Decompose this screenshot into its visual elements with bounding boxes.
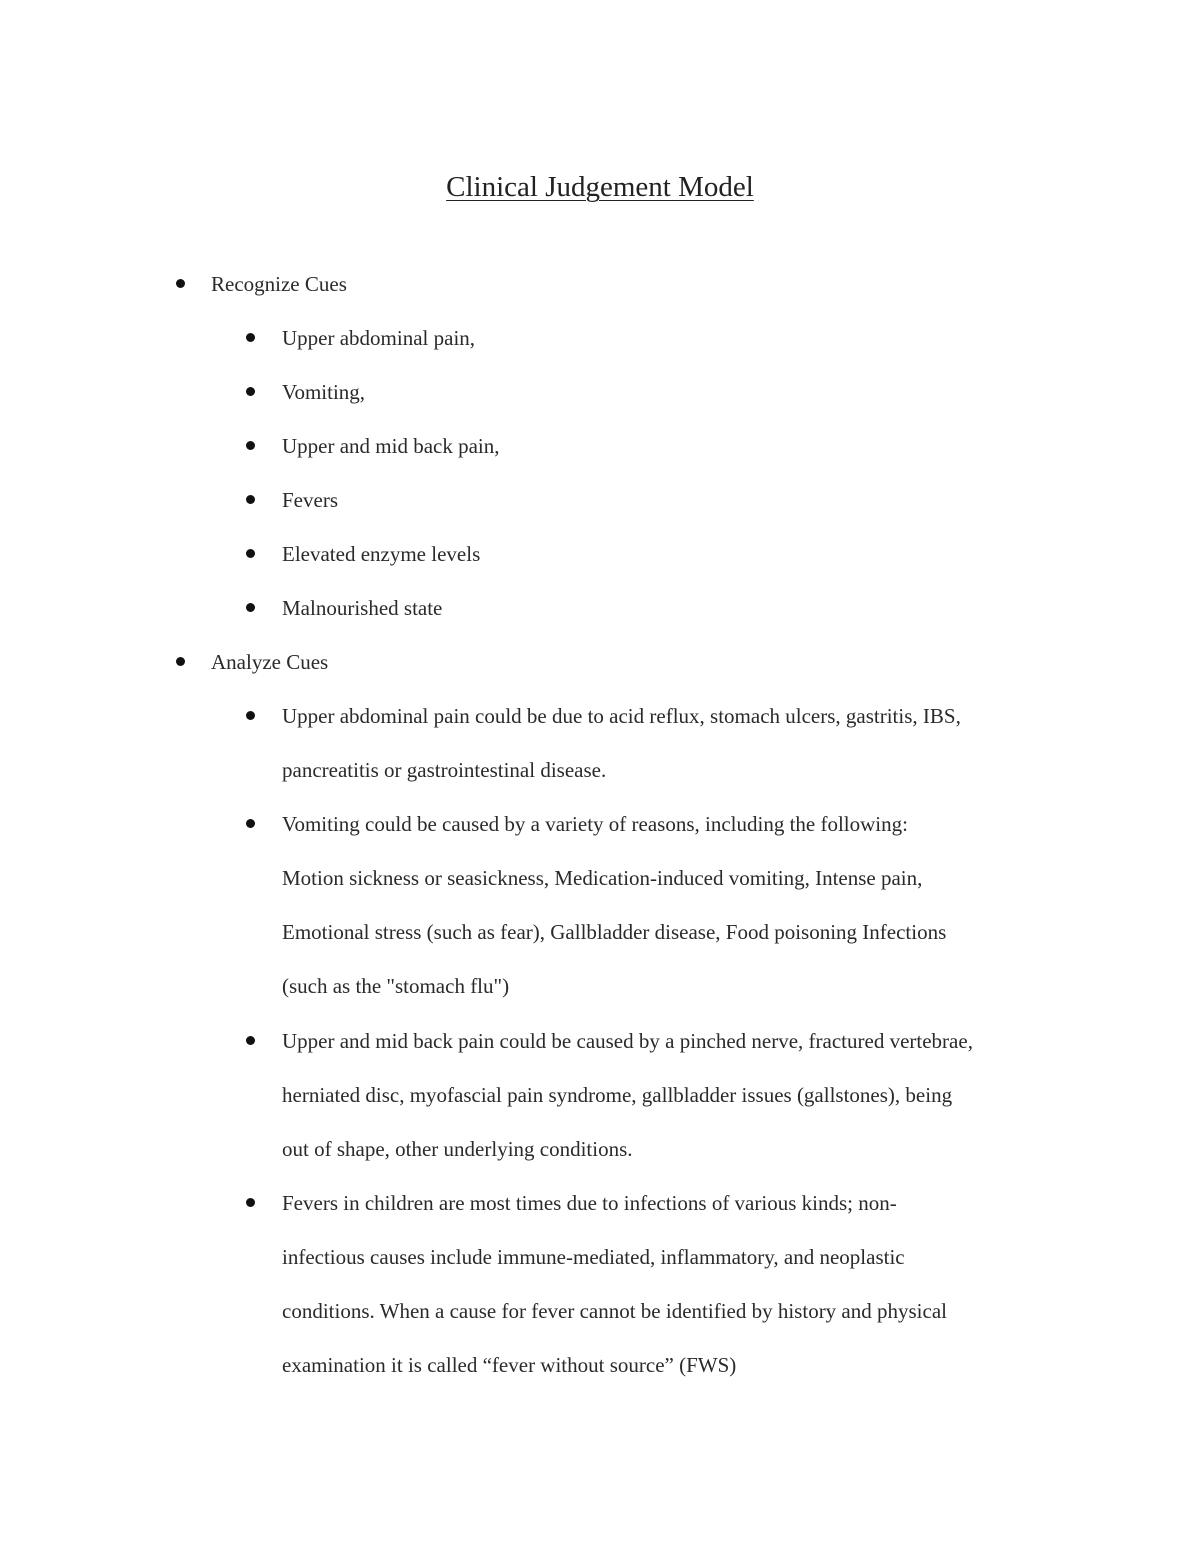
bullet-icon xyxy=(246,1198,255,1207)
list-item: Malnourished state xyxy=(282,596,443,620)
section-heading-recognize-cues: Recognize Cues xyxy=(211,272,347,296)
list-item-line: infectious causes include immune-mediated, inflammatory, and neoplastic xyxy=(282,1245,905,1269)
list-item-line: (such as the "stomach flu") xyxy=(282,974,510,998)
list-item-line: Upper abdominal pain could be due to acid reflux, stomach ulcers, gastritis, IBS, xyxy=(282,704,961,728)
list-item-line: out of shape, other underlying conditions. xyxy=(282,1137,633,1161)
list-item: Vomiting, xyxy=(282,380,366,404)
list-item-line: Upper and mid back pain could be caused by a pinched nerve, fractured vertebrae, xyxy=(282,1029,973,1053)
bullet-icon xyxy=(246,819,255,828)
bullet-icon xyxy=(246,603,255,612)
bullet-icon xyxy=(176,279,185,288)
bullet-icon xyxy=(246,711,255,720)
page-title-text: Clinical Judgement Model xyxy=(446,171,754,203)
bullet-icon xyxy=(246,441,255,450)
bullet-icon xyxy=(246,549,255,558)
list-item-line: Motion sickness or seasickness, Medication-induced vomiting, Intense pain, xyxy=(282,866,923,890)
list-item-line: herniated disc, myofascial pain syndrome, gallbladder issues (gallstones), being xyxy=(282,1083,953,1107)
list-item-line: Fevers in children are most times due to infections of various kinds; non- xyxy=(282,1191,897,1215)
list-item-line: pancreatitis or gastrointestinal disease. xyxy=(282,758,607,782)
list-item-line: Emotional stress (such as fear), Gallbladder disease, Food poisoning Infections xyxy=(282,920,947,944)
page-title xyxy=(0,170,1200,204)
list-item: Elevated enzyme levels xyxy=(282,542,481,566)
section-heading-analyze-cues: Analyze Cues xyxy=(211,650,329,674)
list-item-line: examination it is called “fever without source” (FWS) xyxy=(282,1353,737,1377)
list-item-line: Vomiting could be caused by a variety of reasons, including the following: xyxy=(282,812,908,836)
bullet-icon xyxy=(176,657,185,666)
bullet-icon xyxy=(246,333,255,342)
bullet-icon xyxy=(246,495,255,504)
bullet-icon xyxy=(246,387,255,396)
list-item-line: conditions. When a cause for fever cannot be identified by history and physical xyxy=(282,1299,947,1323)
bullet-icon xyxy=(246,1036,255,1045)
list-item: Fevers xyxy=(282,488,338,512)
list-item: Upper and mid back pain, xyxy=(282,434,500,458)
list-item: Upper abdominal pain, xyxy=(282,326,476,350)
